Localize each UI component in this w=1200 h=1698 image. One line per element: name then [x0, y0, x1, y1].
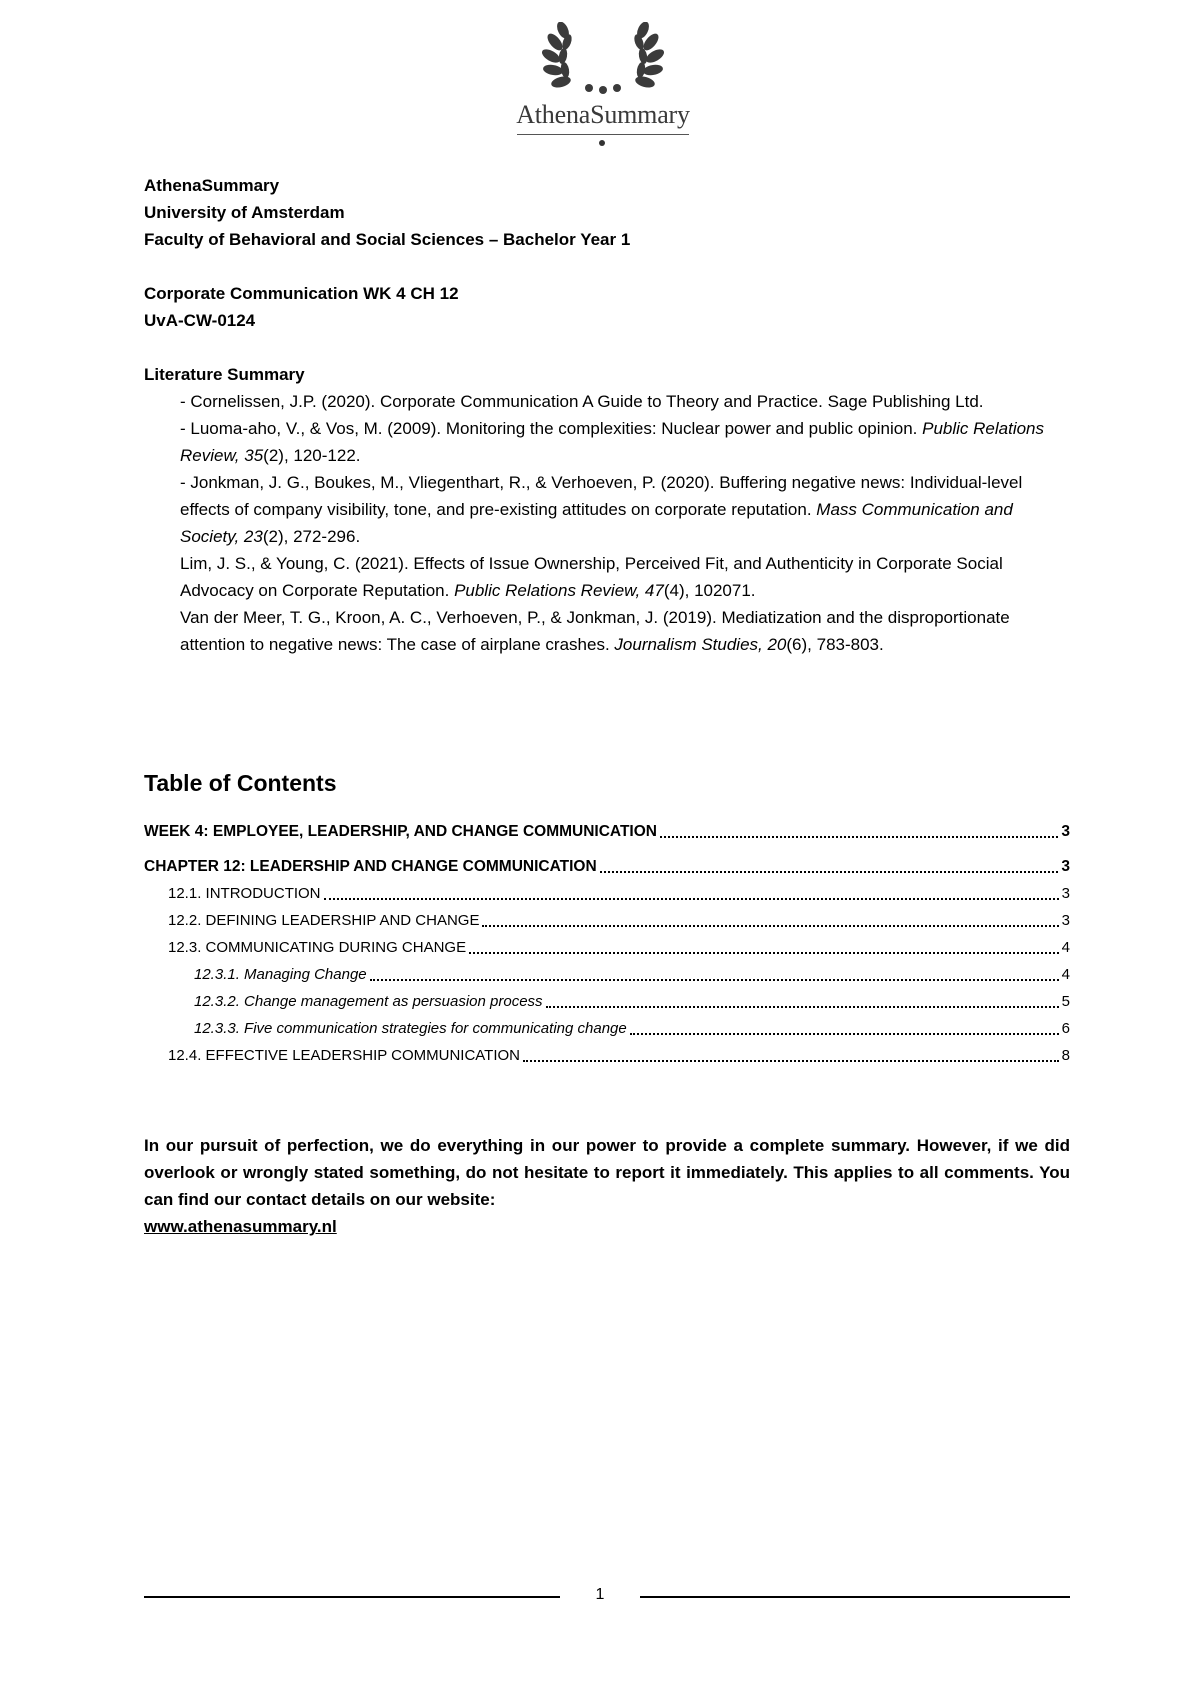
university-name: University of Amsterdam: [144, 203, 345, 222]
reference-item: Lim, J. S., & Young, C. (2021). Effects of Issue Ownership, Perceived Fit, and Authenticity in Corporate Social Advocacy on Corporate Reputation. Public Relations Review, 47(4), 102071.: [180, 554, 1003, 600]
toc-entry-label: CHAPTER 12: LEADERSHIP AND CHANGE COMMUNICATION: [144, 858, 597, 875]
toc-entry-12-3-2[interactable]: [144, 988, 1070, 1015]
org-name: AthenaSummary: [144, 176, 280, 195]
toc-entry-page: 3: [1061, 823, 1070, 840]
document-header: [144, 172, 630, 388]
toc-entry-page: 5: [1061, 993, 1070, 1010]
athena-logo: [515, 22, 691, 144]
toc-entry-label: WEEK 4: EMPLOYEE, LEADERSHIP, AND CHANGE COMMUNICATION: [144, 823, 657, 840]
toc-entry-12-2[interactable]: [144, 907, 1070, 934]
page-number: 1: [595, 1586, 605, 1603]
toc-entry-label: 12.1. INTRODUCTION: [168, 885, 321, 902]
toc-entry-12-3-1[interactable]: [144, 961, 1070, 988]
toc-entry-chapter-12[interactable]: [144, 853, 1070, 880]
section-heading: Literature Summary: [144, 365, 305, 384]
toc-entry-page: 8: [1061, 1047, 1070, 1064]
table-of-contents: [144, 818, 1070, 1069]
toc-entry-page: 4: [1061, 939, 1070, 956]
reference-item: - Jonkman, J. G., Boukes, M., Vliegenthart, R., & Verhoeven, P. (2020). Buffering negative news: Individual-level effects of company visibility, tone, and pre-existing attitudes on corporate reputation. Mass Communication and Society, 23(2), 272-296.: [180, 473, 1023, 546]
toc-entry-12-3-3[interactable]: [144, 1015, 1070, 1042]
toc-entry-page: 4: [1061, 966, 1070, 983]
toc-title: Table of Contents: [144, 770, 337, 796]
footer-rule-left: [144, 1596, 560, 1598]
toc-entry-12-1[interactable]: [144, 880, 1070, 907]
toc-entry-page: 3: [1061, 858, 1070, 875]
logo-wordmark: AthenaSummary: [516, 100, 690, 129]
notice-text: In our pursuit of perfection, we do everything in our power to provide a complete summary. However, if we did overlook or wrongly stated something, do not hesitate to report it immediately. This applies to all comments. You can find our contact details on our website:: [144, 1136, 1070, 1209]
toc-entry-page: 3: [1061, 912, 1070, 929]
toc-entry-label: 12.2. DEFINING LEADERSHIP AND CHANGE: [168, 912, 480, 929]
laurel-wreath-icon: [515, 22, 691, 102]
toc-entry-label: 12.3. COMMUNICATING DURING CHANGE: [168, 939, 467, 956]
course-code: UvA-CW-0124: [144, 311, 256, 330]
logo-dot: [599, 140, 605, 146]
reference-item: Van der Meer, T. G., Kroon, A. C., Verhoeven, P., & Jonkman, J. (2019). Mediatization and the disproportionate attention to negative news: The case of airplane crashes. Journalism Studies, 20(6), 783-803.: [180, 608, 1010, 654]
toc-entry-label: 12.4. EFFECTIVE LEADERSHIP COMMUNICATION: [168, 1047, 521, 1064]
website-link[interactable]: www.athenasummary.nl: [144, 1217, 337, 1236]
toc-entry-12-3[interactable]: [144, 934, 1070, 961]
reference-item: - Luoma-aho, V., & Vos, M. (2009). Monitoring the complexities: Nuclear power and public opinion. Public Relations Review, 35(2), 120-122.: [180, 419, 1045, 465]
toc-entry-label: 12.3.3. Five communication strategies for communicating change: [194, 1020, 627, 1037]
toc-entry-week-4[interactable]: [144, 818, 1070, 845]
logo-underline: [517, 134, 689, 135]
reference-list: [180, 388, 1070, 658]
toc-entry-page: 6: [1061, 1020, 1070, 1037]
reference-item: - Cornelissen, J.P. (2020). Corporate Communication A Guide to Theory and Practice. Sage Publishing Ltd.: [180, 392, 984, 411]
footer-rule-right: [640, 1596, 1070, 1598]
toc-entry-12-4[interactable]: [144, 1042, 1070, 1069]
feedback-notice: [144, 1132, 1070, 1240]
toc-entry-label: 12.3.1. Managing Change: [194, 966, 367, 983]
toc-entry-page: 3: [1061, 885, 1070, 902]
toc-entry-label: 12.3.2. Change management as persuasion process: [194, 993, 543, 1010]
faculty-name: Faculty of Behavioral and Social Sciences – Bachelor Year 1: [144, 230, 631, 249]
course-title: Corporate Communication WK 4 CH 12: [144, 284, 459, 303]
